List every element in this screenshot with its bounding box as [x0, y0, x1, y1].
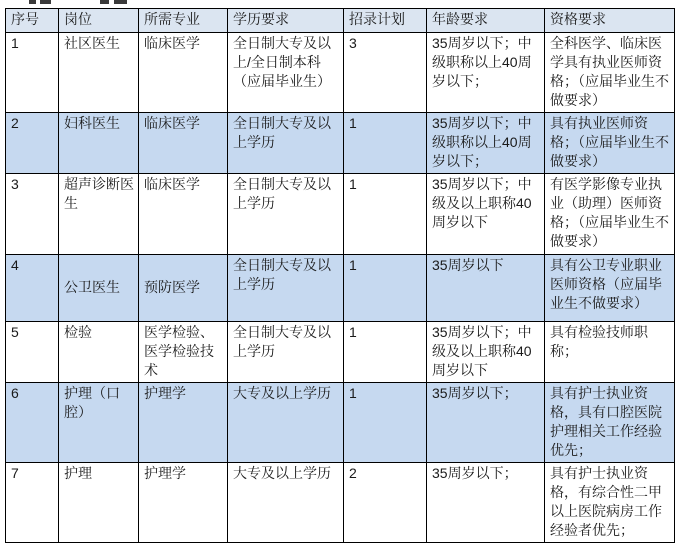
- cell-qualification: 具有护士执业资格，有综合性二甲以上医院病房工作经验者优先；: [545, 463, 675, 543]
- cell-position: 护理（口腔）: [59, 383, 139, 463]
- cell-qualification: 具有执业医师资格；（应届毕业生不做要求）: [545, 113, 675, 174]
- cell-qualification: 具有公卫专业职业医师资格（应届毕业生不做要求）: [545, 255, 675, 322]
- cell-quota: 1: [344, 322, 427, 383]
- column-header-index: 序号: [6, 9, 59, 33]
- cell-quota: 1: [344, 255, 427, 322]
- cell-quota: 1: [344, 383, 427, 463]
- cell-education: 大专及以上学历: [228, 383, 344, 463]
- column-header-major: 所需专业: [139, 9, 228, 33]
- cropped-text-fragment: [114, 0, 127, 4]
- cropped-text-fragment: [29, 0, 36, 4]
- cell-index: 6: [6, 383, 59, 463]
- table-header-row: [6, 9, 675, 33]
- column-header-quota: 招录计划: [344, 9, 427, 33]
- cell-index: 3: [6, 174, 59, 255]
- table-row-4: [6, 255, 675, 322]
- cell-education: 全日制大专及以上学历: [228, 255, 344, 322]
- cell-position: 超声诊断医生: [59, 174, 139, 255]
- cell-age: 35周岁以下；中级职称以上40周岁以下；: [427, 33, 545, 113]
- cell-education: 全日制大专及以上学历: [228, 174, 344, 255]
- cell-age: 35周岁以下；中级及以上职称40周岁以下: [427, 322, 545, 383]
- cell-qualification: 有医学影像专业执业（助理）医师资格；（应届毕业生不做要求）: [545, 174, 675, 255]
- cell-position: 妇科医生: [59, 113, 139, 174]
- cell-age: 35周岁以下；中级职称以上40周岁以下；: [427, 113, 545, 174]
- cell-position: 护理: [59, 463, 139, 543]
- cell-index: 5: [6, 322, 59, 383]
- cell-education: 全日制大专及以上/全日制本科（应届毕业生）: [228, 33, 344, 113]
- table-row-5: [6, 322, 675, 383]
- cell-qualification: 具有检验技师职称；: [545, 322, 675, 383]
- column-header-position: 岗位: [59, 9, 139, 33]
- cell-major: 护理学: [139, 383, 228, 463]
- cell-education: 大专及以上学历: [228, 463, 344, 543]
- cell-age: 35周岁以下: [427, 255, 545, 322]
- cell-major: 预防医学: [139, 255, 228, 322]
- cell-quota: 2: [344, 463, 427, 543]
- column-header-age: 年龄要求: [427, 9, 545, 33]
- cell-qualification: 具有护士执业资格，具有口腔医院护理相关工作经验优先；: [545, 383, 675, 463]
- cell-education: 全日制大专及以上学历: [228, 113, 344, 174]
- cell-age: 35周岁以下；: [427, 463, 545, 543]
- cell-major: 临床医学: [139, 33, 228, 113]
- cell-major: 临床医学: [139, 174, 228, 255]
- cell-position: 公卫医生: [59, 255, 139, 322]
- cell-index: 4: [6, 255, 59, 322]
- cell-quota: 1: [344, 113, 427, 174]
- cell-quota: 1: [344, 174, 427, 255]
- job-table: [5, 8, 675, 543]
- column-header-education: 学历要求: [228, 9, 344, 33]
- cell-position: 检验: [59, 322, 139, 383]
- cell-index: 7: [6, 463, 59, 543]
- table-row-7: [6, 463, 675, 543]
- cropped-text-fragment: [40, 0, 51, 4]
- cell-age: 35周岁以下；中级及以上职称40周岁以下: [427, 174, 545, 255]
- cell-position: 社区医生: [59, 33, 139, 113]
- table-row-3: [6, 174, 675, 255]
- cell-major: 临床医学: [139, 113, 228, 174]
- cell-major: 护理学: [139, 463, 228, 543]
- cell-education: 全日制大专及以上学历: [228, 322, 344, 383]
- cell-index: 2: [6, 113, 59, 174]
- table-body: [6, 33, 675, 543]
- table-row-1: [6, 33, 675, 113]
- cell-quota: 3: [344, 33, 427, 113]
- cell-qualification: 全科医学、临床医学具有执业医师资格；（应届毕业生不做要求）: [545, 33, 675, 113]
- table-row-6: [6, 383, 675, 463]
- table-row-2: [6, 113, 675, 174]
- cell-major: 医学检验、医学检验技术: [139, 322, 228, 383]
- cropped-text-fragment: [100, 0, 109, 4]
- cell-index: 1: [6, 33, 59, 113]
- cell-age: 35周岁以下；: [427, 383, 545, 463]
- column-header-qualification: 资格要求: [545, 9, 675, 33]
